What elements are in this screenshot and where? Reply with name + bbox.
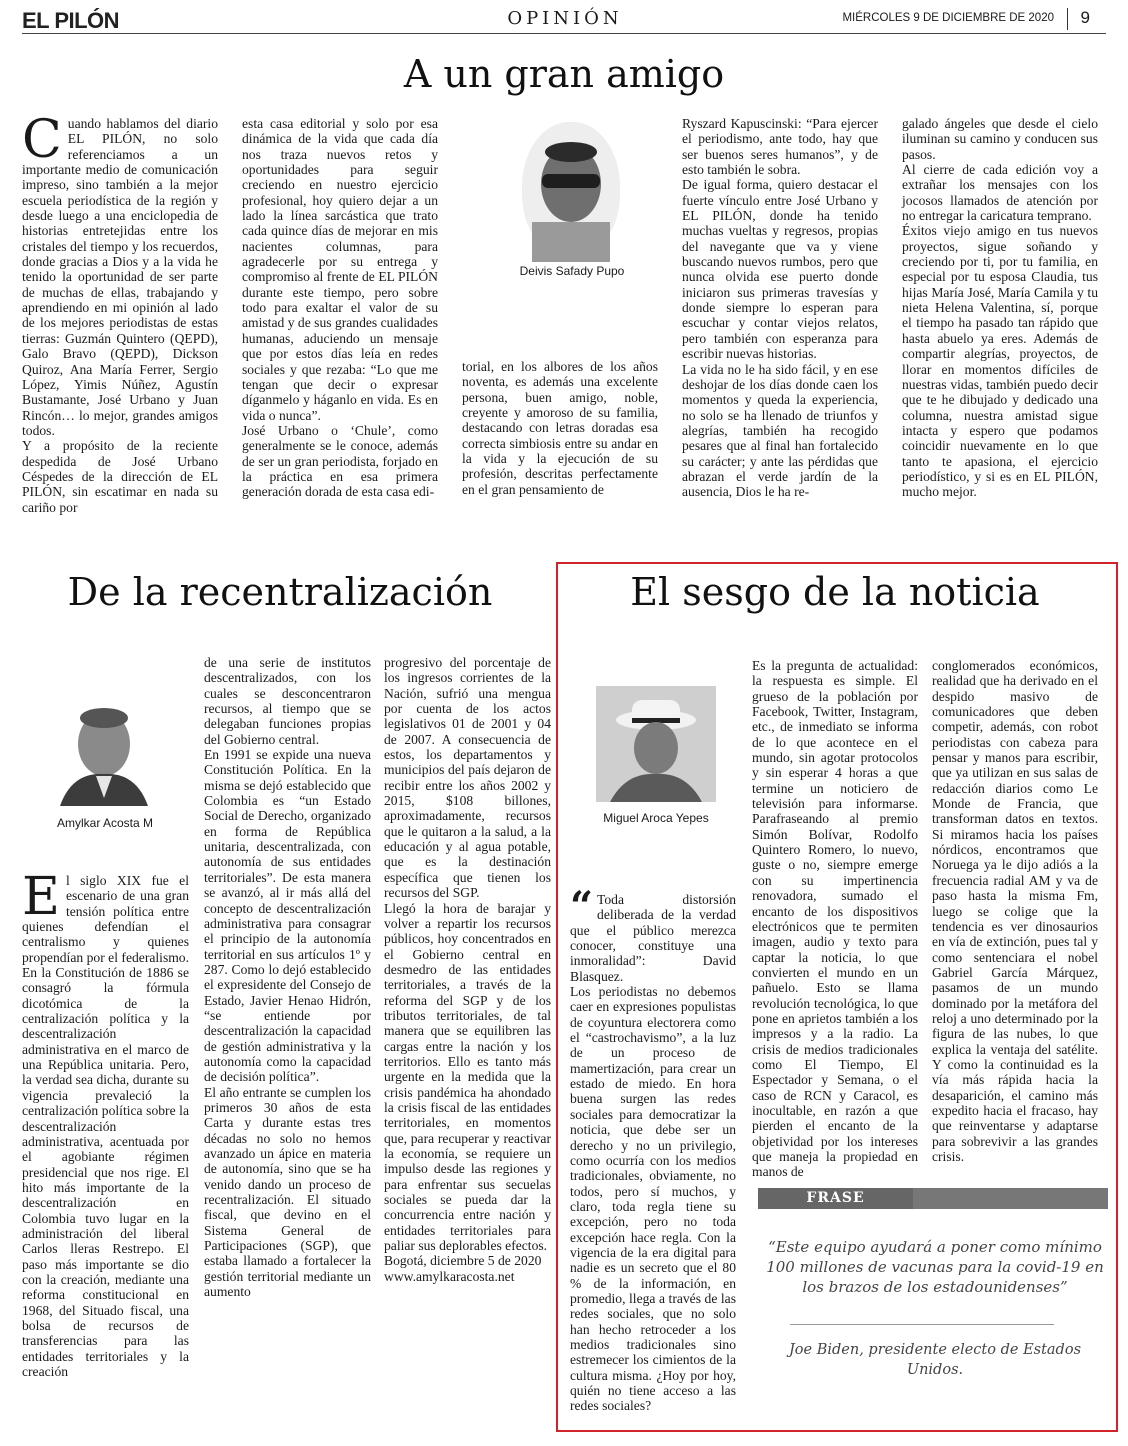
article3-byline: Miguel Aroca Yepes xyxy=(603,811,709,825)
author-photo-deivis xyxy=(522,122,620,256)
article3-col3 xyxy=(932,658,1098,1168)
article1-col5-p3: Éxitos viejo amigo en tus nuevos proyectos, sigue soñando y creciendo por ti, por tu familia, en especial por tu esposa Claudia, tus hijas María José, María Camila y tu nieta Helena Valentina, sí, porque el tiempo ha pasado tan rápido que hasta abuelo ya eres. Además de compartir alegrías, proyectos, de llorar en momentos difíciles de nuestras vidas, también puedo decir que te he dibujado y dedicado una columna, nuestra amistad sigue intacta y espero que podamos coincidir nuevamente en lo que tanto te apasiona, el ejercicio periodístico, y si es en EL PILÓN, mucho mejor. xyxy=(902,223,1098,500)
author-photo-amylkar xyxy=(52,698,154,806)
frase-author: Joe Biden, presidente electo de Estados Unidos. xyxy=(788,1342,1082,1378)
frase-quote: “Este equipo ayudará a poner como mínimo 100 millones de vacunas para la covid-19 en los brazos de los estadounidenses” xyxy=(766,1238,1104,1296)
page-number: 9 xyxy=(1080,8,1090,27)
article1-col1 xyxy=(22,110,218,515)
article3-lead-quote: Toda distorsión deliberada de la verdad que el público merezca conocer, constituye una inmoralidad”: David Blasquez. xyxy=(570,892,736,984)
article1-col4 xyxy=(682,116,878,512)
article2-col1 xyxy=(22,867,189,1417)
article3-col1 xyxy=(570,883,736,1420)
article1-col2-p1: esta casa editorial y solo por esa dinámica de la vida que cada día nos traza nuevos retos y oportunidades para seguir creciendo en nuestro ejercicio profesional, hoy quiero dejar a un lado la línea sarcástica que trato cada quince días de mejorar en mis nacientes columnas, para agradecerle por su entrega y compromiso al frente de EL PILÓN durante este tiempo, pero sobre todo para exaltar el valor de su amistad y de sus grandes cualidades humanas, aduciendo un mensaje que por estos días leía en redes sociales y que rezaba: “Lo que me tengan que decir o expresar díganmelo y háganlo en vida. Es en vida o nunca”. xyxy=(242,116,438,423)
article1-col3 xyxy=(462,359,658,512)
article2-col1-p1: l siglo XIX fue el escenario de una gran tensión política entre quienes defendían el centralismo y quienes propendían por el federalismo. En la Constitución de 1886 se consagró la fórmula dicotómica de la centralización política y la descentralización administrativa en el marco de una República unitaria. Pero, la verdad sea dicha, durante su vigencia prevaleció la centralización política sobre la descentralización administrativa, acentuada por el agobiante régimen presidencial que nos rige. El hito más importante de la descentralización en Colombia tuvo lugar en la administración del liberal Carlos lleras Restrepo. El paso más importante se dio con la creación, mediante una reforma constitucional en 1968, del Situado fiscal, una bolsa de recursos de transferencias para las entidades territoriales y la creación xyxy=(22,873,189,1379)
frase-divider xyxy=(790,1324,1054,1325)
article1-col2 xyxy=(242,116,438,512)
article2-col3-p1: progresivo del porcentaje de los ingresos corrientes de la Nación, sufrió una mengua por cuenta de los actos legislativos 01 de 2001 y 04 de 2007. A consecuencia de estos, los departamentos y municipios del país dejaron de recibir entre los años 2002 y 2015, $108 billones, aproximadamente, recursos que le quitaron a la salud, a la educación y al agua potable, que es la destinación específica que tienen los recursos del SGP. xyxy=(384,655,551,901)
article1-dropcap: C xyxy=(22,110,62,170)
article2-headline: De la recentralización xyxy=(67,570,493,614)
article2-col2-p1: de una serie de institutos descentralizados, con los cuales se desconcentraron recursos, al tiempo que se delegaban funciones propias del Gobierno central. xyxy=(204,655,371,747)
article1-col5 xyxy=(902,116,1098,512)
section-title: OPINIÓN xyxy=(507,8,623,29)
article1-byline: Deivis Safady Pupo xyxy=(519,264,625,278)
newspaper-logo: EL PILÓN xyxy=(22,8,120,33)
article3-col3-p1: conglomerados económicos, realidad que ha derivado en el despido masivo de comunicadores que deben competir, además, con robot periodistas con cabeza para pensar y manos para escribir, que ya utilizan en sus salas de redacción diarios como Le Monde de Francia, que transforman datos en textos. Si miramos hacia los países nórdicos, encontramos que Noruega ya le dijo adiós a la frecuencia radial AM y va de paso hasta la misma Fm, luego se colige que la tendencia es ver dinosaurios en vía de extinción, pues tal y como sentenciara el nobel Gabriel García Márquez, pasamos de un mundo dominado por la metáfora del reloj a uno determinado por la figura de las nubes, lo que explica la ventaja del satélite. Y como la continuidad es la vía más rápida hacia la desaparición, el camino más expedito hacia el fracaso, hay que reinventarse y adaptarse para sobrevivir a las grandes crisis. xyxy=(932,658,1098,1164)
article2-website: www.amylkaracosta.net xyxy=(384,1268,515,1284)
masthead-separator xyxy=(1067,8,1068,30)
article2-col2-p3: El año entrante se cumplen los primeros 30 años de esta Carta y durante estas tres décadas no solo no hemos avanzado un ápice en materia de autonomía, sino que se ha venido dando un proceso de recentralización. El situado fiscal, que devino en el Sistema General de Participaciones (SGP), que estaba llamado a fortalecer la gestión territorial mediante un aumento xyxy=(204,1084,371,1300)
article2-col3 xyxy=(384,655,551,1417)
article1-col1-p2: Y a propósito de la reciente despedida de José Urbano Céspedes de la dirección de EL PILÓN, sin escatimar en nada su cariño por xyxy=(22,438,218,515)
article1-col1-p1: uando hablamos del diario EL PILÓN, no solo referenciamos a un importante medio de comunicación impreso, sino también a la mejor escuela periodística de la región y desde luego a una enciclopedia de historias entretejidas entre los cristales del tiempo y los recuerdos, donde gracias a Dios y a la vida he tenido la oportunidad de ser parte de muchas de ellas, trabajando y aprendiendo en mi opinión al lado de los mejores periodistas de estas tierras: Guzmán Quintero (QEPD), Galo Bravo (QEPD), Dickson Quiroz, Ana María Ferrer, Sergio López, Yimis Núñez, Agustín Bustamante, José Urbano y Juan Rincón… lo mejor, grandes amigos todos. xyxy=(22,116,218,438)
article1-col5-p2: Al cierre de cada edición voy a extrañar los mensajes con los jocosos llamados de atención por no entregar la caricatura temprano. xyxy=(902,162,1098,224)
article1-col4-p1: Ryszard Kapuscinski: “Para ejercer el periodismo, ante todo, hay que ser buenos seres humanos”, y de esto también le sobra. xyxy=(682,116,878,178)
article3-headline: El sesgo de la noticia xyxy=(630,570,1040,614)
article2-col3-p3: Bogotá, diciembre 5 de 2020 xyxy=(384,1253,542,1269)
article2-dropcap: E xyxy=(22,867,60,927)
masthead-rule xyxy=(22,33,1106,34)
article3-col2 xyxy=(752,658,918,1180)
article1-headline: A un gran amigo xyxy=(403,52,725,96)
article2-col2-p2: En 1991 se expide una nueva Constitución Política. En la misma se dejó establecido que Colombia es “un Estado Social de Derecho, organizado en forma de República unitaria, descentralizada, con autonomía de sus entidades territoriales”. De esta manera se avanzó, al ir más allá del concepto de descentralización administrativa para consagrar el principio de la autonomía territorial en sus artículos 1º y 287. Como lo dejó establecido el expresidente del Consejo de Estado, Javier Henao Hidrón, “se entiende por descentralización la capacidad de gestión administrativa y la autonomía como la capacidad de decisión política”. xyxy=(204,747,371,1085)
article3-col1-p1: Los periodistas no debemos caer en expresiones populistas de coyuntura electorera como el “castrochavismo”, a la luz de un proceso de mamertización, para crear un estado de miedo. En hora buena surgen las redes sociales para democratizar la noticia, que debe ser un derecho y no un privilegio, como ocurría con los medios tradicionales, obviamente, no todos, pero sí muchos, y claro, toda regla tiene su excepción, pero no toda excepción hace regla. Con la vigencia de la era digital para nadie es un secreto que el 80 % de la información, en promedio, llega a través de las redes sociales, que no solo han hecho retroceder a los medios tradicionales sino estremecer los cimientos de la cultura misma. ¿Hoy por hoy, quién no tiene acceso a las redes sociales? xyxy=(570,984,736,1414)
article1-col4-p2: De igual forma, quiero destacar el fuerte vínculo entre José Urbano y EL PILÓN, donde ha tenido muchas vueltas y regresos, propias del navegante que va y viene buscando nuevos rumbos, pero que nunca olvida ese puerto donde iniciaron sus primeras travesías y donde siempre lo esperan para escuchar y contar viejos relatos, pero también con esperanza para escribir nuevas historias. xyxy=(682,177,878,362)
article1-col5-p1: galado ángeles que desde el cielo iluminan su camino y conducen sus pasos. xyxy=(902,116,1098,162)
article2-col3-p2: Llegó la hora de barajar y volver a repartir los recursos públicos, hoy concentrados en el Gobierno central en desmedro de las entidades territoriales, a través de la reforma del SGP y de los tributos territoriales, de tal manera que se equilibren las cargas entre la nación y los territorios. Ello es tanto más urgente en la medida que la crisis pandémica ha ahondado la crisis fiscal de las entidades territoriales, en momentos que, para recuperar y reactivar la economía, se requiere un impulso desde las regiones y para enfrentar sus secuelas sociales se pueda dar la concurrencia entre nación y entidades territoriales para paliar sus deplorables efectos. xyxy=(384,900,551,1254)
author-photo-miguel xyxy=(596,686,716,802)
frase-label: FRASE xyxy=(758,1188,913,1209)
article1-col2-p2: José Urbano o ‘Chule’, como generalmente se le conoce, además de ser un gran periodista, forjado en la práctica en esa primera generación dorada de esta casa edi- xyxy=(242,422,438,500)
article3-col2-p1: Es la pregunta de actualidad: la respuesta es simple. El grueso de la población por Facebook, Twitter, Instagram, etc., de inmediato se informa de lo que acontece en el mundo, sin agotar protocolos y sin esperar 4 horas a que termine un noticiero de televisión para informarse. Parafraseando al premio Simón Bolívar, Rodolfo Quintero Romero, lo nuevo, guste o no, siempre emerge con su impertinencia renovadora, sumado el encanto de los dispositivos electrónicos que te permiten imagen, audio y texto para captar la noticia, lo que convierten el mundo en un pañuelo. Esto se llama revolución tecnológica, lo que pone en aprietos también a los impresos y a la radio. La crisis de medios tradicionales como El Tiempo, El Espectador y Semana, o el caso de RCN y Caracol, es inocultable, en razón a que pierden el encanto de la objetividad por los intereses que maneja la propiedad en manos de xyxy=(752,658,918,1180)
quote-mark-icon: “ xyxy=(570,883,594,930)
article2-col2 xyxy=(204,655,371,1417)
article3-col1-lead xyxy=(570,883,736,984)
article1-col3-p1: torial, en los albores de los años noventa, es además una excelente persona, buen amigo, noble, creyente y amoroso de su familia, destacando con letras doradas esa correcta simbiosis entre su andar en la vida y la ejecución de su profesión, descritas perfectamente en el gran pensamiento de xyxy=(462,359,658,497)
article1-col4-p3: La vida no le ha sido fácil, y en ese deshojar de los días donde caen los momentos y queda la experiencia, no solo se ha llenado de triunfos y alegrías, también ha recogido pesares que al final han fortalecido su carácter; y ante las pérdidas que abrazan el verde jardín de la ausencia, Dios le ha re- xyxy=(682,361,878,500)
issue-date: MIÉRCOLES 9 DE DICIEMBRE DE 2020 xyxy=(842,12,1054,24)
article2-byline: Amylkar Acosta M xyxy=(56,816,154,830)
